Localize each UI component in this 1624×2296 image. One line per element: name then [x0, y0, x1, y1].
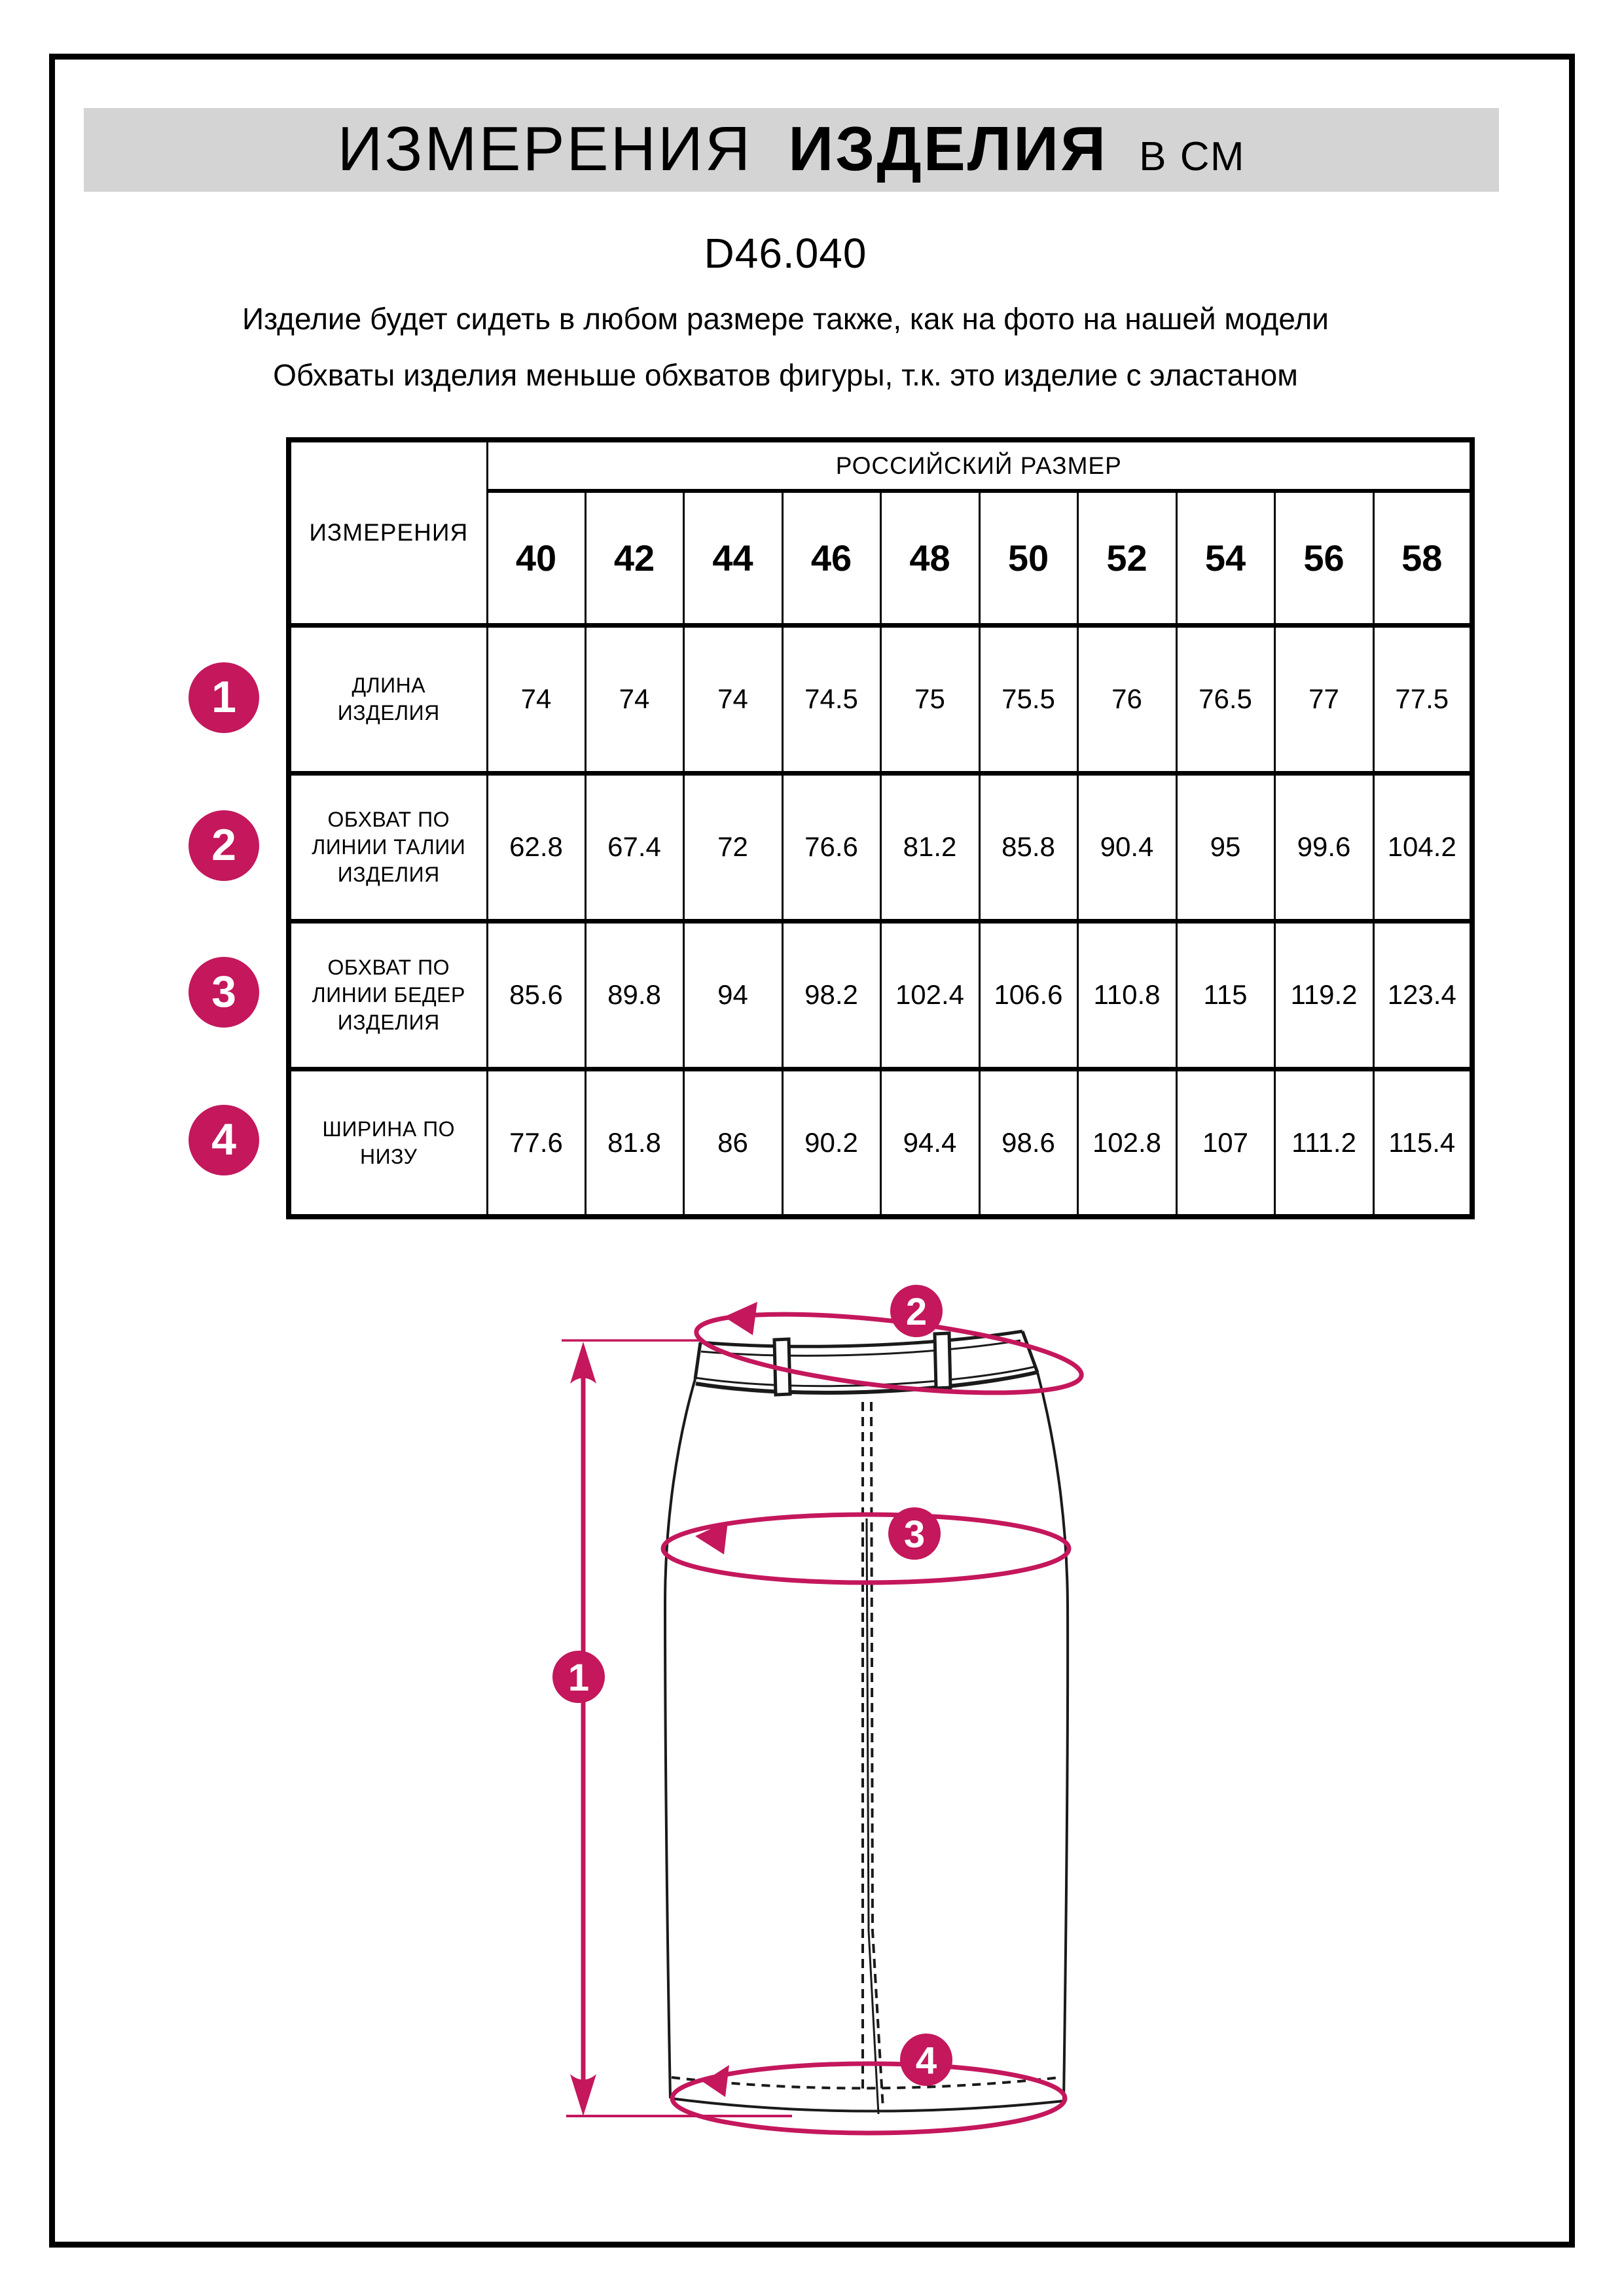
size-header: 44 — [683, 491, 782, 625]
hem-loop-arrowhead — [703, 2065, 729, 2097]
hem-bottom-edge — [670, 2098, 1064, 2111]
cell-value: 74 — [487, 625, 585, 773]
measurements-table — [286, 437, 1475, 1219]
skirt-technical-drawing — [511, 1257, 1191, 2225]
table-row — [289, 1069, 1472, 1217]
cell-value: 77 — [1274, 625, 1373, 773]
page-title: ИЗМЕРЕНИЯ — [337, 114, 753, 184]
cell-value: 62.8 — [487, 773, 585, 921]
cell-value: 86 — [683, 1069, 782, 1217]
cell-value: 74.5 — [782, 625, 880, 773]
size-header: 58 — [1373, 491, 1472, 625]
row-label-length: ДЛИНА ИЗДЕЛИЯ — [289, 625, 487, 773]
size-header: 50 — [979, 491, 1077, 625]
row-label-waist-girth: ОБХВАТ ПО ЛИНИИ ТАЛИИ ИЗДЕЛИЯ — [289, 773, 487, 921]
waistband-left-edge — [695, 1342, 700, 1379]
cell-value: 85.8 — [979, 773, 1077, 921]
cell-value: 99.6 — [1274, 773, 1373, 921]
waistband-right-edge — [1022, 1331, 1038, 1372]
cell-value: 95 — [1176, 773, 1274, 921]
cell-value: 77.6 — [487, 1069, 585, 1217]
size-header: 46 — [782, 491, 880, 625]
cell-value: 72 — [683, 773, 782, 921]
size-header: 54 — [1176, 491, 1274, 625]
column-header-measurements: ИЗМЕРЕНИЯ — [289, 440, 487, 625]
page-title-units: В СМ — [1139, 134, 1246, 179]
cell-value: 104.2 — [1373, 773, 1472, 921]
cell-value: 89.8 — [585, 921, 683, 1069]
belt-loop-right — [935, 1333, 950, 1388]
cell-value: 102.4 — [880, 921, 979, 1069]
cell-value: 77.5 — [1373, 625, 1472, 773]
cell-value: 123.4 — [1373, 921, 1472, 1069]
hem-width-loop — [672, 2064, 1065, 2133]
cell-value: 115.4 — [1373, 1069, 1472, 1217]
cell-value: 81.8 — [585, 1069, 683, 1217]
cell-value: 75.5 — [979, 625, 1077, 773]
size-header: 40 — [487, 491, 585, 625]
cell-value: 94 — [683, 921, 782, 1069]
length-arrowhead-top — [570, 1342, 596, 1384]
table-row — [289, 921, 1472, 1069]
diagram-marker-4-label: 4 — [915, 2039, 937, 2082]
cell-value: 74 — [585, 625, 683, 773]
cell-value: 98.6 — [979, 1069, 1077, 1217]
cell-value: 76 — [1077, 625, 1176, 773]
size-header: 52 — [1077, 491, 1176, 625]
row-label-hem-width: ШИРИНА ПО НИЗУ — [289, 1069, 487, 1217]
size-header: 48 — [880, 491, 979, 625]
cell-value: 76.5 — [1176, 625, 1274, 773]
row-label-hip-girth: ОБХВАТ ПО ЛИНИИ БЕДЕР ИЗДЕЛИЯ — [289, 921, 487, 1069]
cell-value: 90.2 — [782, 1069, 880, 1217]
page-title-emphasis: ИЗДЕЛИЯ — [788, 114, 1108, 184]
column-group-russian-size: РОССИЙСКИЙ РАЗМЕР — [487, 440, 1472, 491]
cell-value: 106.6 — [979, 921, 1077, 1069]
title-band — [84, 108, 1499, 192]
waistband-top-stitch — [701, 1340, 1020, 1355]
cell-value: 107 — [1176, 1069, 1274, 1217]
size-header: 42 — [585, 491, 683, 625]
cell-value: 74 — [683, 625, 782, 773]
cell-value: 76.6 — [782, 773, 880, 921]
length-arrowhead-bottom — [570, 2074, 596, 2116]
measure-1-badge: 1 — [189, 662, 259, 733]
cell-value: 94.4 — [880, 1069, 979, 1217]
fit-note-line2: Обхваты изделия меньше обхватов фигуры, т.к. это изделие с эластаном — [273, 358, 1298, 392]
diagram-marker-1-label: 1 — [568, 1657, 590, 1699]
hem-stitch-line — [672, 2077, 1060, 2089]
cell-value: 110.8 — [1077, 921, 1176, 1069]
measure-4-badge: 4 — [189, 1105, 259, 1175]
diagram-marker-3-label: 3 — [903, 1513, 926, 1556]
cell-value: 119.2 — [1274, 921, 1373, 1069]
cell-value: 102.8 — [1077, 1069, 1176, 1217]
diagram-marker-2-label: 2 — [905, 1291, 928, 1333]
side-seam-left — [665, 1379, 695, 2098]
cell-value: 81.2 — [880, 773, 979, 921]
cell-value: 67.4 — [585, 773, 683, 921]
cell-value: 111.2 — [1274, 1069, 1373, 1217]
measure-2-badge: 2 — [189, 810, 259, 881]
cell-value: 98.2 — [782, 921, 880, 1069]
side-seam-right — [1038, 1372, 1068, 2101]
cell-value: 85.6 — [487, 921, 585, 1069]
fit-note-line1: Изделие будет сидеть в любом размере также, как на фото на нашей модели — [242, 302, 1329, 336]
measure-3-badge: 3 — [189, 957, 259, 1028]
cell-value: 75 — [880, 625, 979, 773]
cell-value: 115 — [1176, 921, 1274, 1069]
product-code: D46.040 — [704, 230, 867, 277]
size-header: 56 — [1274, 491, 1373, 625]
cell-value: 90.4 — [1077, 773, 1176, 921]
waist-loop-arrowhead — [724, 1302, 757, 1335]
table-row — [289, 625, 1472, 773]
table-row — [289, 773, 1472, 921]
